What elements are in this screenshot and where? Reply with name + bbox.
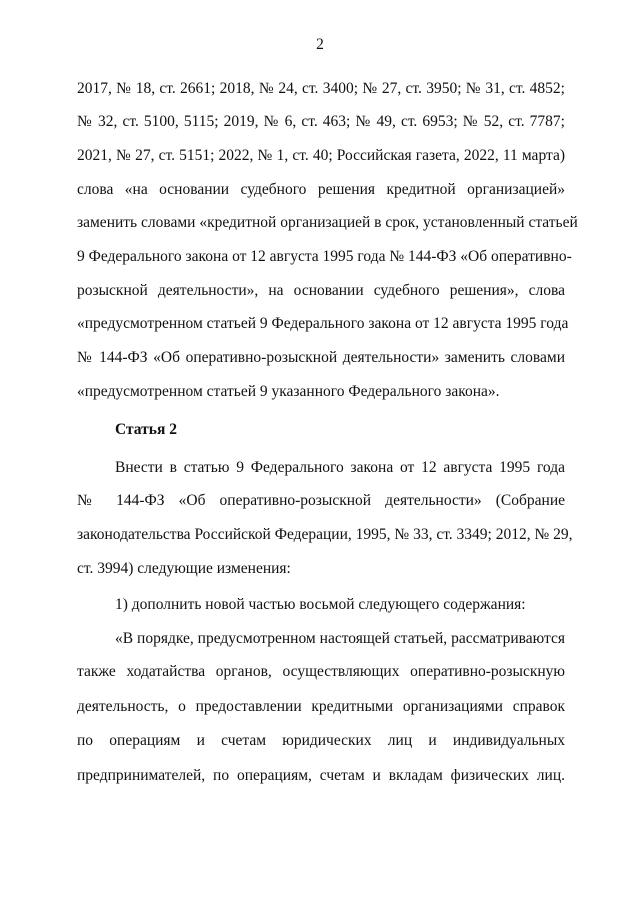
text-line: также ходатайства органов, осуществляющих оперативно-розыскную [77,663,565,680]
text-line: по операциям и счетам юридических лиц и индивидуальных [77,732,565,749]
text-line: «предусмотренном статьей 9 указанного Федерального закона». [77,383,500,400]
text-line: «В порядке, предусмотренном настоящей статьей, рассматриваются [115,630,565,647]
text-line: законодательства Российской Федерации, 1995, № 33, ст. 3349; 2012, № 29, [77,526,573,543]
text-line: 9 Федерального закона от 12 августа 1995 года № 144-ФЗ «Об оперативно- [77,248,572,265]
text-line: 1) дополнить новой частью восьмой следующего содержания: [115,596,526,613]
text-line: 2021, № 27, ст. 5151; 2022, № 1, ст. 40; Российская газета, 2022, 11 марта) [77,147,565,164]
article-heading: Статья 2 [115,421,177,438]
text-line: № 144-ФЗ «Об оперативно-розыскной деятельности» заменить словами [77,349,565,366]
text-line: розыскной деятельности», на основании судебного решения», слова [77,282,565,299]
text-line: деятельность, о предоставлении кредитными организациями справок [77,698,565,715]
text-line: заменить словами «кредитной организацией в срок, установленный статьей [77,214,578,231]
text-line: Внести в статью 9 Федерального закона от 12 августа 1995 года [115,459,565,476]
text-line: «предусмотренном статьей 9 Федерального закона от 12 августа 1995 года [77,315,569,332]
text-line: № 144-ФЗ «Об оперативно-розыскной деятельности» (Собрание [77,492,565,509]
text-line: 2017, № 18, ст. 2661; 2018, № 24, ст. 3400; № 27, ст. 3950; № 31, ст. 4852; [77,80,565,97]
text-line: № 32, ст. 5100, 5115; 2019, № 6, ст. 463; № 49, ст. 6953; № 52, ст. 7787; [77,113,565,130]
text-line: ст. 3994) следующие изменения: [77,560,291,577]
text-line: слова «на основании судебного решения кредитной организацией» [77,181,565,198]
text-line: предпринимателей, по операциям, счетам и вкладам физических лиц. [77,767,565,784]
page-number: 2 [316,36,324,53]
